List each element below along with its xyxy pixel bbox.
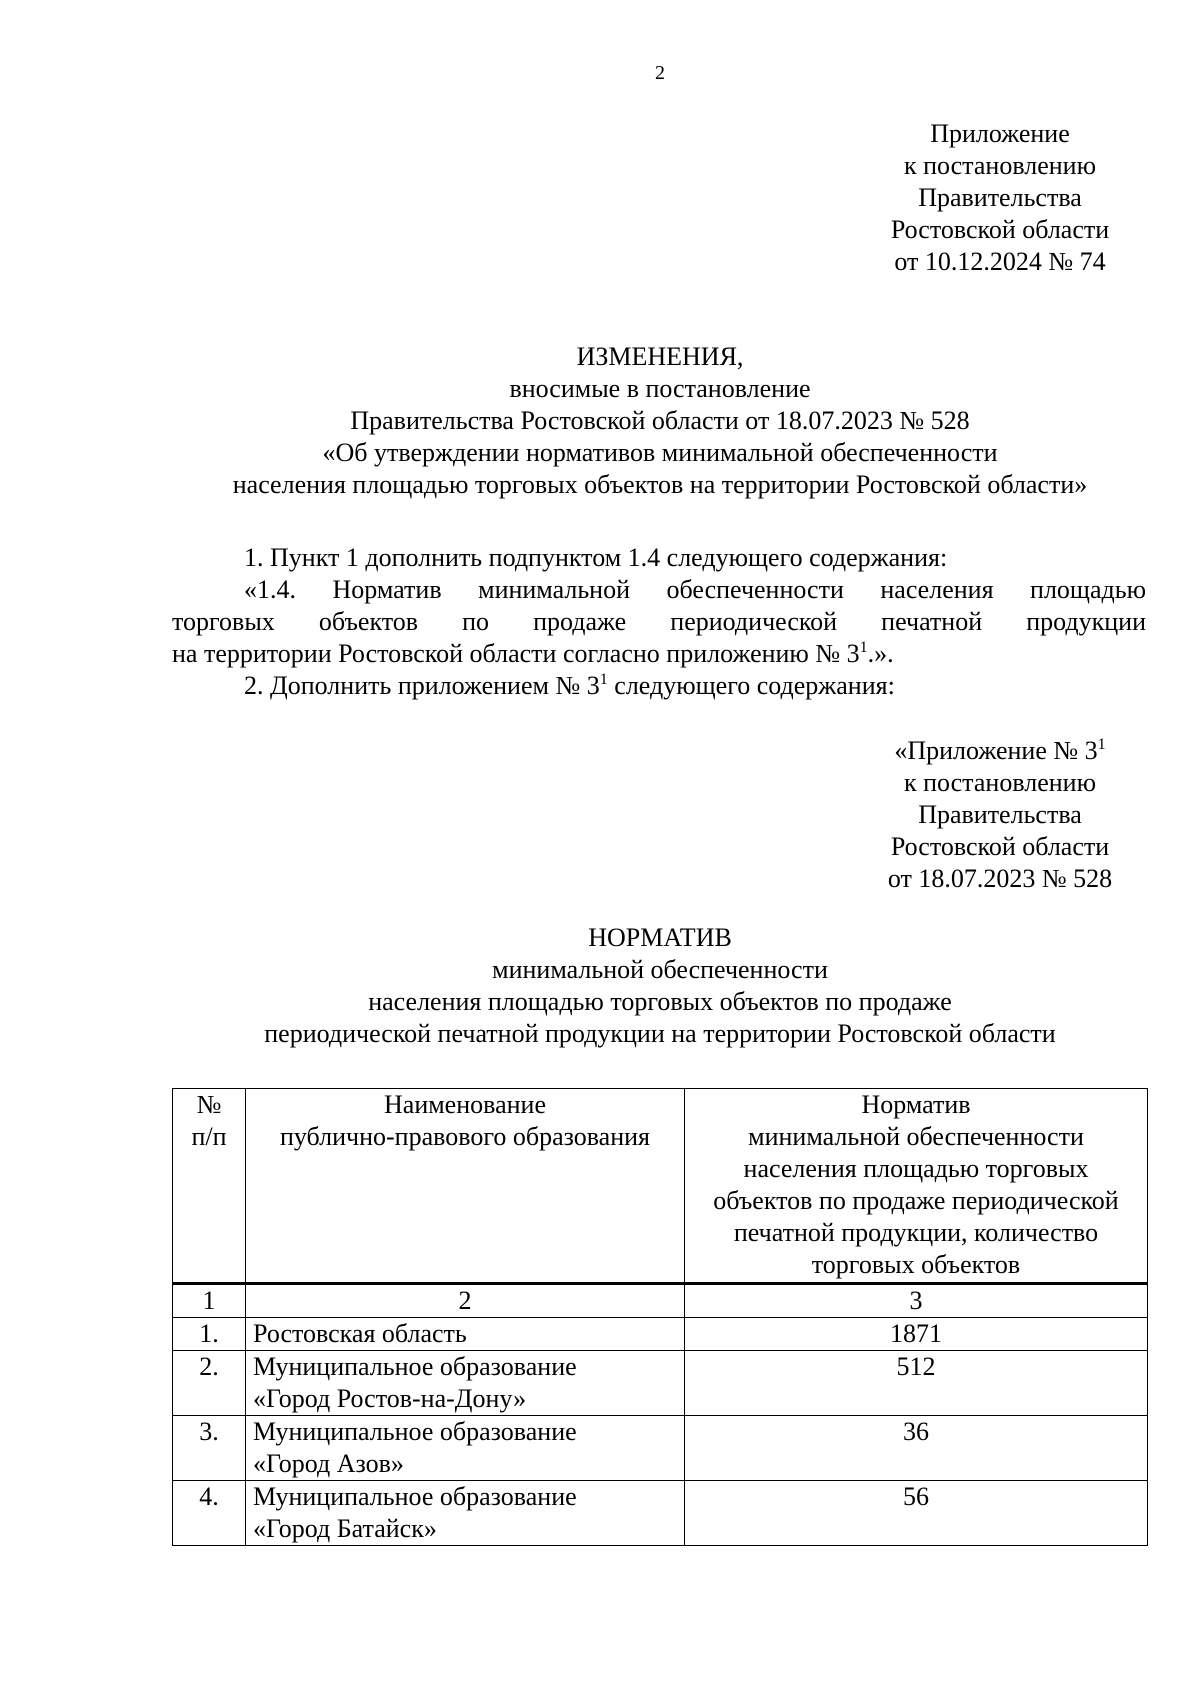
header-cell-name [246,1089,685,1284]
appendix-text: «Приложение № 3 [894,736,1098,765]
table-row [173,1481,1148,1546]
table-row [173,1318,1148,1351]
paragraph-1: 1. Пункт 1 дополнить подпунктом 1.4 следующего содержания: [244,543,948,572]
appendix-line: Ростовской области [890,832,1110,861]
paragraph-text: следующего содержания: [607,671,895,700]
row-number: 4. [173,1481,246,1546]
paragraph-text: 2. Дополнить приложением № 3 [244,671,600,700]
row-value: 1871 [685,1318,1148,1351]
row-number: 1. [173,1318,246,1351]
row-value: 56 [685,1481,1148,1546]
row-value: 512 [685,1351,1148,1416]
table-row [173,1351,1148,1416]
row-name-line: «Город Ростов-на-Дону» [253,1384,527,1413]
column-number: 3 [685,1284,1148,1318]
appendix-line [820,735,1180,767]
appendix-line: от 18.07.2023 № 528 [887,864,1113,893]
table-header-row [173,1089,1148,1284]
header-text: публично-правового образования [279,1122,650,1151]
header-text: печатной продукции, количество [733,1218,1099,1247]
changes-heading: ИЗМЕНЕНИЯ, [576,342,744,371]
row-number: 2. [173,1351,246,1416]
header-cell-norm [685,1089,1148,1284]
row-name [246,1351,685,1416]
column-number: 1 [173,1284,246,1318]
row-name-line: Ростовская область [253,1319,467,1348]
superscript: 1 [1097,736,1106,753]
appendix-line: к постановлению [903,151,1097,180]
paragraph-text: на территории Ростовской области согласно приложению № 3 [172,639,860,668]
changes-title-line: вносимые в постановление [509,374,811,403]
norm-table [172,1088,1148,1546]
appendix-line: к постановлению [903,768,1097,797]
header-text: Норматив [861,1090,971,1119]
header-text: объектов по продаже периодической [713,1186,1119,1215]
row-number: 3. [173,1416,246,1481]
body-text [172,542,1146,702]
column-number: 2 [246,1284,685,1318]
changes-title-line: населения площадью торговых объектов на территории Ростовской области» [232,470,1088,499]
header-text: № [196,1090,222,1119]
row-name-line: Муниципальное образование [253,1482,577,1511]
paragraph-text: .». [867,639,894,668]
norm-title [0,922,1200,1050]
norm-title-line: населения площадью торговых объектов по продаже [368,987,952,1016]
row-name-line: «Город Батайск» [253,1514,437,1543]
appendix-3-1-block [820,735,1180,895]
column-number-row [173,1284,1148,1318]
appendix-line: Правительства [918,800,1082,829]
row-name-line: Муниципальное образование [253,1352,577,1381]
appendix-block [820,118,1180,278]
norm-title-line: периодической печатной продукции на территории Ростовской области [264,1019,1056,1048]
superscript: 1 [599,671,608,688]
row-name-line: Муниципальное образование [253,1417,577,1446]
appendix-line: Правительства [918,183,1082,212]
header-cell-number [173,1089,246,1284]
appendix-line: Ростовской области [890,215,1110,244]
norm-title-line: минимальной обеспеченности [492,955,828,984]
changes-title-line: «Об утверждении нормативов минимальной обеспеченности [322,438,998,467]
header-text: Наименование [384,1090,546,1119]
norm-heading: НОРМАТИВ [588,923,732,952]
row-name [246,1416,685,1481]
row-name [246,1481,685,1546]
header-text: торговых объектов [811,1250,1021,1279]
header-text: п/п [191,1122,227,1151]
row-value: 36 [685,1416,1148,1481]
changes-title [0,341,1200,501]
paragraph-2-line-3 [172,638,1146,670]
appendix-line: от 10.12.2024 № 74 [894,247,1106,276]
paragraph-2-line-1: «1.4. Норматив минимальной обеспеченности населения площадью [244,575,1146,604]
superscript: 1 [859,639,868,656]
row-name [246,1318,685,1351]
row-name-line: «Город Азов» [253,1449,404,1478]
paragraph-3 [172,670,1146,702]
header-text: населения площадью торговых [743,1154,1089,1183]
table-row [173,1416,1148,1481]
page-number: 2 [655,62,665,84]
header-text: минимальной обеспеченности [748,1122,1084,1151]
appendix-line: Приложение [930,119,1070,148]
paragraph-2-line-2: торговых объектов по продаже периодической печатной продукции [172,607,1146,636]
changes-title-line: Правительства Ростовской области от 18.07.2023 № 528 [350,406,970,435]
